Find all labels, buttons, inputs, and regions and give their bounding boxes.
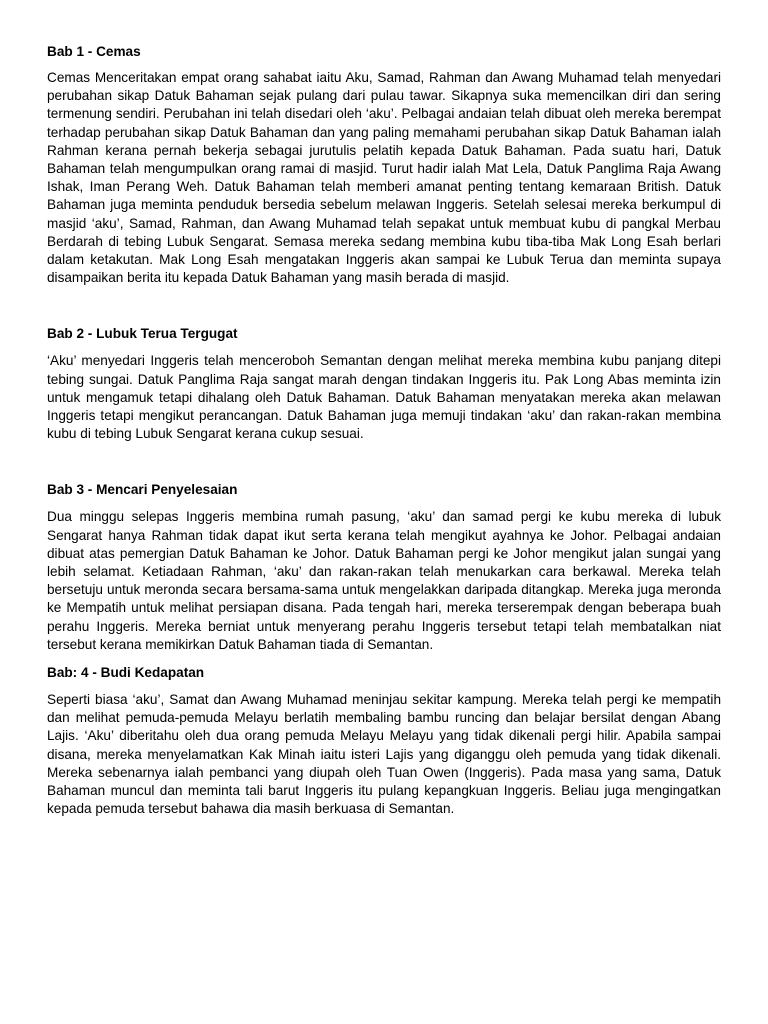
chapter-2 [47, 324, 721, 443]
chapter-title: Bab 3 - Mencari Penyelesaian [47, 482, 238, 498]
chapter-title: Bab 2 - Lubuk Terua Tergugat [47, 326, 238, 342]
chapter-title: Bab 1 - Cemas [47, 44, 141, 59]
chapter-title: Bab: 4 - Budi Kedapatan [47, 665, 205, 681]
chapter-3 [47, 480, 721, 654]
chapter-body: ‘Aku’ menyedari Inggeris telah menceroboh Semantan dengan melihat mereka membina kubu panjang ditepi tebing sungai. Datuk Panglima Raja sangat marah dengan tindakan Inggeris itu. Pak Long Abas meminta izin untuk mengamuk tetapi dihalang oleh Datuk Bahaman. Datuk Bahaman menyatakan mereka akan melawan Inggeris tetapi mengikut perancangan. Datuk Bahaman juga memuji tindakan ‘aku’ dan rakan-rakan membina kubu di tebing Lubuk Sengarat kerana cukup sesuai. [47, 353, 721, 442]
chapter-body: Cemas Menceritakan empat orang sahabat iaitu Aku, Samad, Rahman dan Awang Muhamad telah menyedari perubahan sikap Datuk Bahaman sejak pulang dari pulau tawar. Sikapnya suka memencilkan diri dan sering termenung sendiri. Perubahan ini telah disedari oleh ‘aku’. Pelbagai andaian telah dibuat oleh mereka berempat terhadap perubahan sikap Datuk Bahaman dan yang paling memahami perubahan sikap Datuk Bahaman ialah Rahman kerana pernah bekerja sebagai jurutulis pelatih kepada Datuk Bahaman. Pada suatu hari, Datuk Bahaman telah mengumpulkan orang ramai di masjid. Turut hadir ialah Mat Lela, Datuk Panglima Raja Awang Ishak, Iman Perang Weh. Datuk Bahaman telah memberi amanat penting tentang kemaraan British. Datuk Bahaman juga meminta penduduk bersedia sebelum melawan Inggeris. Setelah selesai mereka berkumpul di masjid ‘aku’, Samad, Rahman, dan Awang Muhamad telah sepakat untuk membuat kubu di pangkal Merbau Berdarah di tebing Lubuk Sengarat. Semasa mereka sedang membina kubu tiba-tiba Mak Long Esah berlari dalam ketakutan. Mak Long Esah mengatakan Inggeris akan sampai ke Lubuk Terua dan meminta supaya disampaikan berita itu kepada Datuk Bahaman yang masih berada di masjid. [47, 70, 721, 286]
chapter-4 [47, 663, 721, 818]
chapter-body: Seperti biasa ‘aku’, Samat dan Awang Muhamad meninjau sekitar kampung. Mereka telah pergi ke mempatih dan melihat pemuda-pemuda Melayu berlatih membaling bambu runcing dan belajar bersilat dengan Abang Lajis. ‘Aku’ diberitahu oleh dua orang pemuda Melayu Melayu yang tidak dikenali pergi hilir. Apabila sampai disana, mereka menyelamatkan Kak Minah iaitu isteri Lajis yang diganggu oleh pemuda yang tidak dikenali. Mereka sebenarnya ialah pembanci yang diupah oleh Tuan Owen (Inggeris). Pada masa yang sama, Datuk Bahaman muncul dan meminta tali barut Inggeris itu pulang kepangkuan Inggeris. Beliau juga mengingatkan kepada pemuda tersebut bahawa dia masih berkuasa di Semantan. [47, 692, 721, 817]
document-page [47, 42, 721, 819]
chapter-1 [47, 42, 721, 287]
chapter-body: Dua minggu selepas Inggeris membina rumah pasung, ‘aku’ dan samad pergi ke kubu mereka di lubuk Sengarat hanya Rahman tidak dapat ikut serta kerana telah mengikut ayahnya ke Johor. Pelbagai andaian dibuat atas pemergian Datuk Bahaman ke Johor. Datuk Bahaman pergi ke Johor mengikut jalan sungai yang lebih selamat. Ketiadaan Rahman, ‘aku’ dan rakan-rakan telah menukarkan cara berkawal. Mereka telah bersetuju untuk meronda secara bersama-sama untuk mengelakkan daripada ditangkap. Mereka juga meronda ke Mempatih untuk melihat persiapan disana. Pada tengah hari, mereka terserempak dengan beberapa buah perahu Inggeris. Mereka berniat untuk menyerang perahu Inggeris tersebut tetapi telah membatalkan niat tersebut kerana memikirkan Datuk Bahaman tiada di Semantan. [47, 509, 721, 652]
